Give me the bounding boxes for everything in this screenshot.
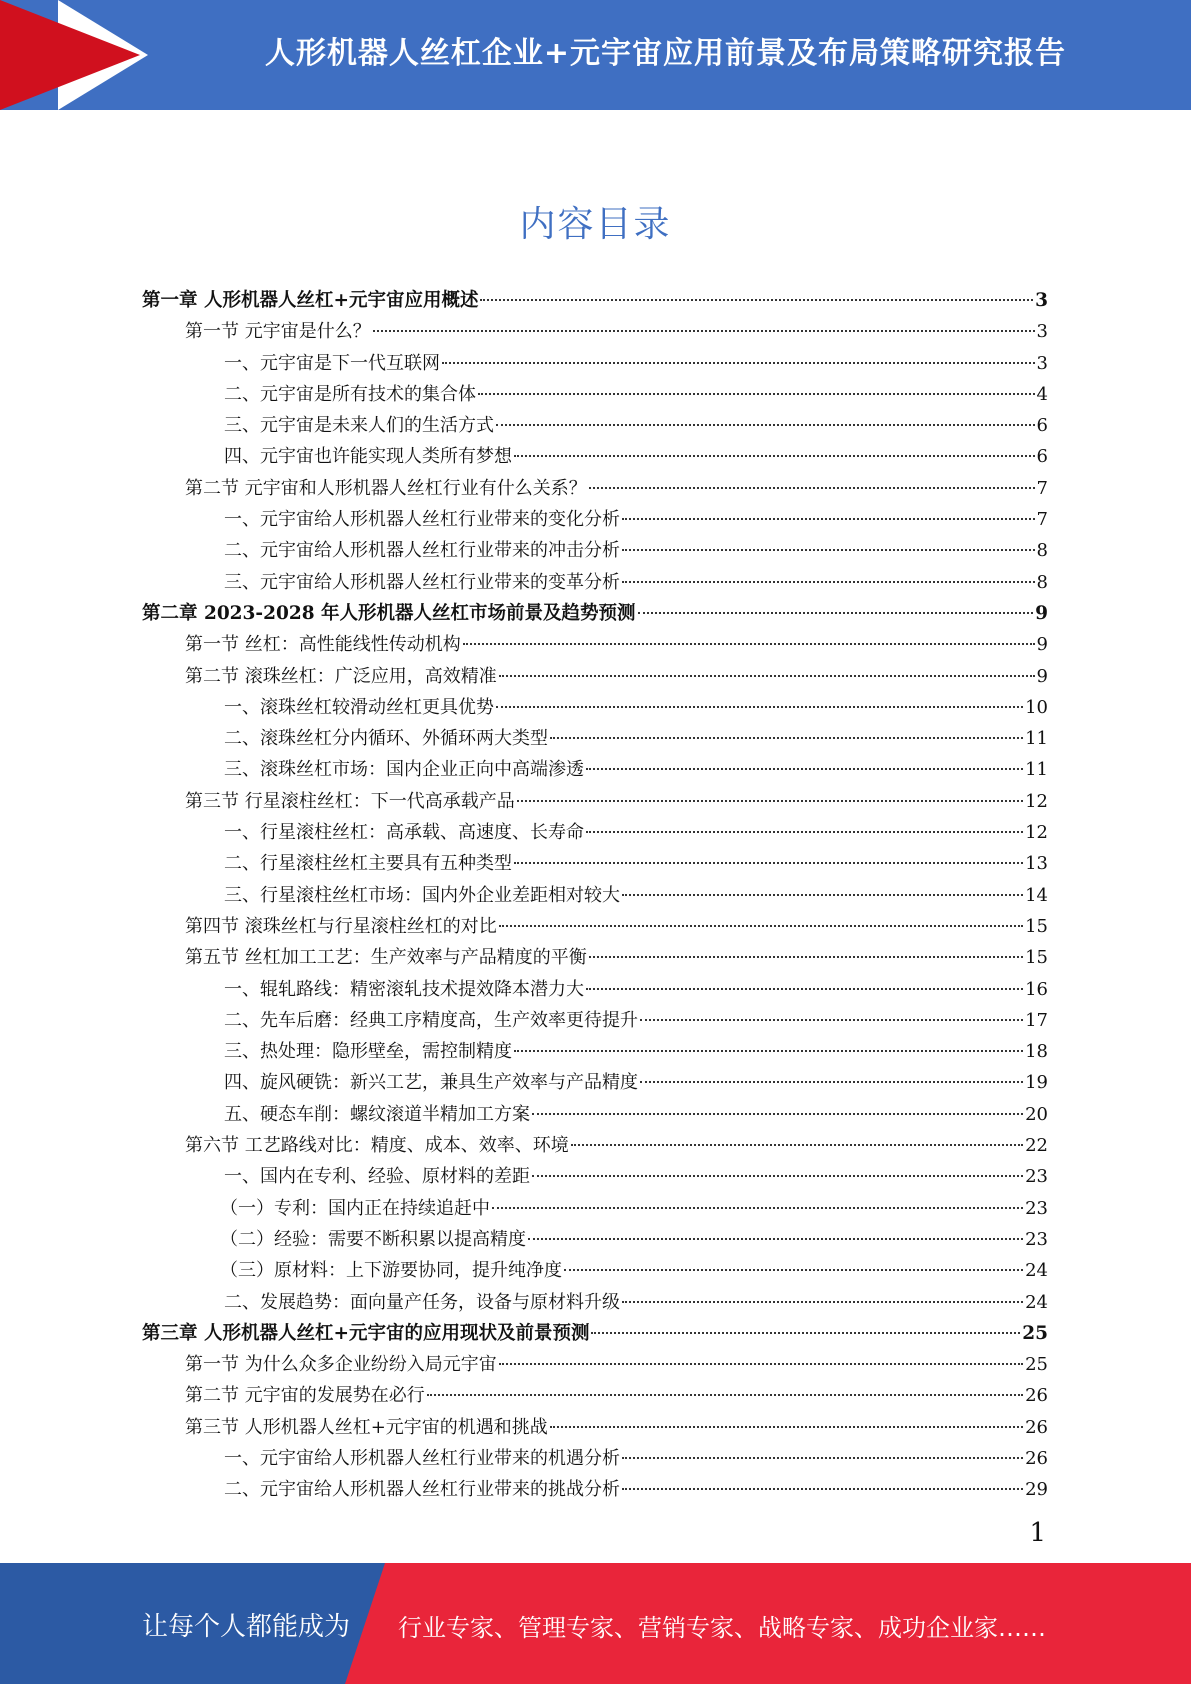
toc-dot-leader xyxy=(622,1457,1023,1459)
toc-dot-leader xyxy=(640,1019,1023,1021)
toc-entry-page: 14 xyxy=(1025,884,1048,906)
toc-subsection-entry[interactable] xyxy=(142,441,1048,472)
table-of-contents xyxy=(142,285,1048,1506)
toc-subsection-entry[interactable] xyxy=(142,348,1048,379)
toc-entry-label: 二、滚珠丝杠分内循环、外循环两大类型 xyxy=(224,728,548,750)
toc-section-entry[interactable] xyxy=(142,942,1048,973)
toc-entry-page: 26 xyxy=(1025,1447,1048,1469)
toc-entry-label: 三、行星滚柱丝杠市场：国内外企业差距相对较大 xyxy=(224,884,620,906)
toc-dot-leader xyxy=(496,424,1035,426)
toc-entry-label: 第五节 丝杠加工工艺：生产效率与产品精度的平衡 xyxy=(185,947,587,969)
toc-subsection-entry[interactable] xyxy=(142,723,1048,754)
toc-entry-page: 16 xyxy=(1025,978,1048,1000)
toc-entry-label: 第二章 2023-2028 年人形机器人丝杠市场前景及趋势预测 xyxy=(142,602,636,624)
toc-entry-page: 24 xyxy=(1025,1260,1048,1282)
toc-dot-leader xyxy=(528,1238,1023,1240)
footer-slogan-right: 行业专家、管理专家、营销专家、战略专家、成功企业家…… xyxy=(398,1614,1046,1642)
toc-entry-label: 二、元宇宙是所有技术的集合体 xyxy=(224,383,476,405)
toc-dot-leader xyxy=(591,1332,1020,1334)
toc-entry-label: 第二节 元宇宙的发展势在必行 xyxy=(185,1385,425,1407)
toc-entry-label: 二、行星滚柱丝杠主要具有五种类型 xyxy=(224,853,512,875)
toc-section-entry[interactable] xyxy=(142,316,1048,347)
toc-entry-page: 25 xyxy=(1022,1322,1048,1344)
toc-entry-label: 第二节 元宇宙和人形机器人丝杠行业有什么关系？ xyxy=(185,477,587,499)
toc-entry-label: 第三节 行星滚柱丝杠：下一代高承载产品 xyxy=(185,790,515,812)
toc-entry-label: 三、滚珠丝杠市场：国内企业正向中高端渗透 xyxy=(224,759,584,781)
toc-dot-leader xyxy=(373,330,1035,332)
toc-entry-page: 13 xyxy=(1025,853,1048,875)
toc-entry-label: 第一章 人形机器人丝杠+元宇宙应用概述 xyxy=(142,290,479,311)
toc-entry-page: 4 xyxy=(1036,383,1048,405)
toc-dot-leader xyxy=(463,643,1035,645)
toc-entry-page: 8 xyxy=(1036,571,1048,593)
toc-subsection-entry[interactable] xyxy=(142,1443,1048,1474)
toc-subsection-entry[interactable] xyxy=(142,880,1048,911)
toc-dot-leader xyxy=(514,455,1035,457)
toc-dot-leader xyxy=(532,1113,1023,1115)
toc-dot-leader xyxy=(517,800,1023,802)
toc-section-entry[interactable] xyxy=(142,629,1048,660)
toc-chapter-entry[interactable] xyxy=(142,285,1048,316)
toc-entry-label: 一、行星滚柱丝杠：高承载、高速度、长寿命 xyxy=(224,822,584,844)
toc-dot-leader xyxy=(499,1363,1023,1365)
toc-chapter-entry[interactable] xyxy=(142,598,1048,629)
toc-entry-page: 26 xyxy=(1025,1385,1048,1407)
footer-blue-slant xyxy=(345,1563,385,1684)
toc-entry-page: 9 xyxy=(1036,665,1048,687)
toc-subsection-entry[interactable] xyxy=(142,1099,1048,1130)
toc-subsection-entry[interactable] xyxy=(142,1255,1048,1286)
toc-subsection-entry[interactable] xyxy=(142,1067,1048,1098)
toc-dot-leader xyxy=(622,549,1035,551)
toc-dot-leader xyxy=(427,1394,1023,1396)
toc-entry-label: （三）原材料：上下游要协同，提升纯净度 xyxy=(220,1260,562,1282)
toc-entry-page: 17 xyxy=(1025,1009,1048,1031)
toc-entry-page: 7 xyxy=(1036,509,1048,531)
toc-entry-label: 一、国内在专利、经验、原材料的差距 xyxy=(224,1166,530,1188)
toc-dot-leader xyxy=(550,1426,1023,1428)
toc-section-entry[interactable] xyxy=(142,1380,1048,1411)
toc-dot-leader xyxy=(514,1050,1023,1052)
toc-entry-label: 四、元宇宙也许能实现人类所有梦想 xyxy=(224,446,512,468)
toc-entry-label: 第一节 为什么众多企业纷纷入局元宇宙 xyxy=(185,1354,497,1376)
toc-subsection-entry[interactable] xyxy=(142,379,1048,410)
toc-entry-label: 二、元宇宙给人形机器人丝杠行业带来的冲击分析 xyxy=(224,540,620,562)
toc-subsection-entry[interactable] xyxy=(142,974,1048,1005)
toc-entry-page: 9 xyxy=(1036,634,1048,656)
toc-heading: 内容目录 xyxy=(519,204,672,245)
toc-dot-leader xyxy=(532,1175,1023,1177)
toc-dot-leader xyxy=(638,612,1034,614)
toc-dot-leader xyxy=(586,831,1023,833)
toc-entry-page: 8 xyxy=(1036,540,1048,562)
footer-slogan-left: 让每个人都能成为 xyxy=(142,1612,351,1642)
toc-entry-page: 15 xyxy=(1025,947,1048,969)
toc-entry-label: 四、旋风硬铣：新兴工艺，兼具生产效率与产品精度 xyxy=(224,1072,638,1094)
toc-entry-page: 23 xyxy=(1025,1228,1048,1250)
toc-entry-page: 12 xyxy=(1025,822,1048,844)
toc-entry-label: 五、硬态车削：螺纹滚道半精加工方案 xyxy=(224,1103,530,1125)
toc-entry-page: 9 xyxy=(1035,602,1048,624)
toc-dot-leader xyxy=(550,737,1023,739)
toc-subsection-entry[interactable] xyxy=(142,1287,1048,1318)
toc-dot-leader xyxy=(622,518,1035,520)
toc-entry-page: 18 xyxy=(1025,1041,1048,1063)
toc-entry-page: 3 xyxy=(1036,352,1048,374)
toc-dot-leader xyxy=(492,1207,1023,1209)
toc-entry-page: 26 xyxy=(1025,1416,1048,1438)
header-arrow-icon xyxy=(0,0,140,110)
toc-entry-page: 20 xyxy=(1025,1103,1048,1125)
toc-section-entry[interactable] xyxy=(142,1349,1048,1380)
toc-entry-page: 15 xyxy=(1025,915,1048,937)
toc-entry-page: 23 xyxy=(1025,1166,1048,1188)
toc-dot-leader xyxy=(478,393,1035,395)
toc-entry-page: 24 xyxy=(1025,1291,1048,1313)
toc-section-entry[interactable] xyxy=(142,1130,1048,1161)
toc-entry-page: 22 xyxy=(1025,1135,1048,1157)
toc-entry-label: 第一节 元宇宙是什么？ xyxy=(185,321,371,343)
toc-entry-label: 第三章 人形机器人丝杠+元宇宙的应用现状及前景预测 xyxy=(142,1322,590,1344)
toc-entry-label: 一、元宇宙是下一代互联网 xyxy=(224,352,440,374)
toc-dot-leader xyxy=(571,1144,1023,1146)
toc-dot-leader xyxy=(586,768,1023,770)
toc-subsection-entry[interactable] xyxy=(142,1036,1048,1067)
toc-entry-label: 第二节 滚珠丝杠：广泛应用，高效精准 xyxy=(185,665,497,687)
toc-entry-page: 25 xyxy=(1025,1354,1048,1376)
toc-dot-leader xyxy=(514,862,1023,864)
toc-entry-label: 三、元宇宙是未来人们的生活方式 xyxy=(224,415,494,437)
toc-dot-leader xyxy=(622,894,1023,896)
toc-subsection-entry[interactable] xyxy=(142,410,1048,441)
toc-entry-page: 7 xyxy=(1036,477,1048,499)
toc-subsection-entry[interactable] xyxy=(142,1474,1048,1505)
toc-entry-label: 一、元宇宙给人形机器人丝杠行业带来的变化分析 xyxy=(224,509,620,531)
toc-section-entry[interactable] xyxy=(142,1412,1048,1443)
toc-entry-page: 29 xyxy=(1025,1479,1048,1501)
toc-dot-leader xyxy=(586,988,1023,990)
toc-subsection-entry[interactable] xyxy=(142,754,1048,785)
toc-entry-page: 10 xyxy=(1025,696,1048,718)
toc-entry-page: 11 xyxy=(1025,759,1048,781)
toc-dot-leader xyxy=(622,1301,1023,1303)
toc-section-entry[interactable] xyxy=(142,786,1048,817)
toc-section-entry[interactable] xyxy=(142,661,1048,692)
toc-entry-label: 二、发展趋势：面向量产任务，设备与原材料升级 xyxy=(224,1291,620,1313)
toc-entry-page: 3 xyxy=(1036,321,1048,343)
toc-entry-label: 第一节 丝杠：高性能线性传动机构 xyxy=(185,634,461,656)
toc-subsection-entry[interactable] xyxy=(142,692,1048,723)
toc-subsection-entry[interactable] xyxy=(142,1161,1048,1192)
toc-subsection-entry[interactable] xyxy=(142,1224,1048,1255)
toc-entry-page: 6 xyxy=(1036,446,1048,468)
toc-dot-leader xyxy=(589,956,1023,958)
toc-dot-leader xyxy=(640,1081,1023,1083)
toc-dot-leader xyxy=(499,925,1023,927)
toc-entry-page: 3 xyxy=(1035,290,1048,311)
toc-dot-leader xyxy=(589,487,1035,489)
toc-entry-label: 二、先车后磨：经典工序精度高，生产效率更待提升 xyxy=(224,1009,638,1031)
toc-entry-label: 第六节 工艺路线对比：精度、成本、效率、环境 xyxy=(185,1135,569,1157)
toc-dot-leader xyxy=(564,1269,1023,1271)
toc-entry-label: （一）专利：国内正在持续追赶中 xyxy=(220,1197,490,1219)
toc-entry-label: 一、元宇宙给人形机器人丝杠行业带来的机遇分析 xyxy=(224,1447,620,1469)
toc-subsection-entry[interactable] xyxy=(142,567,1048,598)
toc-entry-label: 一、滚珠丝杠较滑动丝杠更具优势 xyxy=(224,696,494,718)
toc-subsection-entry[interactable] xyxy=(142,848,1048,879)
toc-subsection-entry[interactable] xyxy=(142,535,1048,566)
toc-entry-page: 23 xyxy=(1025,1197,1048,1219)
toc-subsection-entry[interactable] xyxy=(142,504,1048,535)
toc-entry-page: 11 xyxy=(1025,728,1048,750)
toc-entry-label: 一、辊轧路线：精密滚轧技术提效降本潜力大 xyxy=(224,978,584,1000)
toc-entry-label: 二、元宇宙给人形机器人丝杠行业带来的挑战分析 xyxy=(224,1479,620,1501)
toc-entry-label: 三、元宇宙给人形机器人丝杠行业带来的变革分析 xyxy=(224,571,620,593)
toc-entry-label: 第三节 人形机器人丝杠+元宇宙的机遇和挑战 xyxy=(185,1416,548,1438)
toc-dot-leader xyxy=(496,706,1023,708)
toc-subsection-entry[interactable] xyxy=(142,1005,1048,1036)
toc-dot-leader xyxy=(480,299,1033,301)
toc-entry-page: 12 xyxy=(1025,790,1048,812)
toc-section-entry[interactable] xyxy=(142,473,1048,504)
toc-dot-leader xyxy=(622,581,1035,583)
page-number: 1 xyxy=(1029,1518,1046,1548)
toc-dot-leader xyxy=(442,362,1035,364)
toc-dot-leader xyxy=(499,675,1035,677)
toc-entry-label: 三、热处理：隐形壁垒，需控制精度 xyxy=(224,1041,512,1063)
toc-subsection-entry[interactable] xyxy=(142,817,1048,848)
toc-section-entry[interactable] xyxy=(142,911,1048,942)
toc-entry-page: 19 xyxy=(1025,1072,1048,1094)
toc-subsection-entry[interactable] xyxy=(142,1193,1048,1224)
toc-dot-leader xyxy=(622,1488,1023,1490)
toc-entry-label: （二）经验：需要不断积累以提高精度 xyxy=(220,1228,526,1250)
toc-chapter-entry[interactable] xyxy=(142,1318,1048,1349)
toc-entry-page: 6 xyxy=(1036,415,1048,437)
report-title: 人形机器人丝杠企业+元宇宙应用前景及布局策略研究报告 xyxy=(264,36,1067,71)
toc-entry-label: 第四节 滚珠丝杠与行星滚柱丝杠的对比 xyxy=(185,915,497,937)
